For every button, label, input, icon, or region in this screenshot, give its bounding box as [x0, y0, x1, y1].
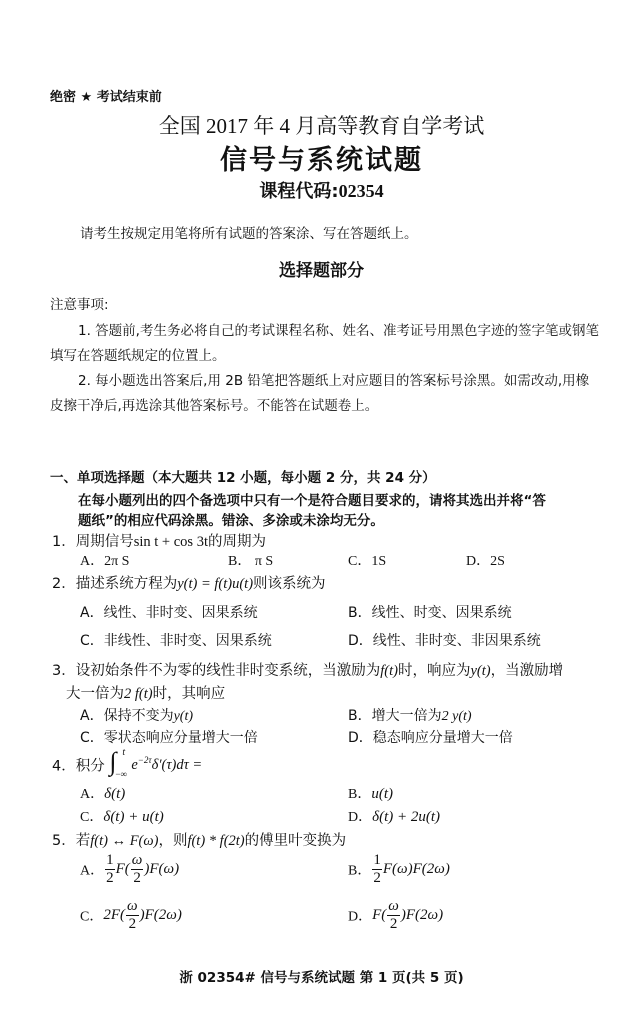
q5-option-d-label: D．: [348, 909, 373, 925]
note-item-1-line2: 填写在答题纸规定的位置上。: [50, 348, 226, 364]
course-code-label: 课程代码:: [259, 181, 339, 202]
q3-option-a: [80, 705, 193, 725]
subject-title: 信号与系统试题: [220, 145, 423, 176]
q5-option-c: [80, 899, 182, 932]
q5-option-a-frac-half: [105, 853, 115, 886]
q3-option-b: [348, 705, 472, 725]
question-2: [52, 572, 326, 593]
q1-prefix: 1．周期信号: [52, 534, 134, 550]
part1-desc-line2: 题纸”的相应代码涂黑。错涂、多涂或未涂均无分。: [78, 513, 384, 529]
notes-heading: 注意事项:: [50, 297, 109, 313]
q4-option-d: [348, 806, 440, 826]
course-code-value: 02354: [338, 181, 384, 201]
frac-denominator: 2: [106, 870, 114, 886]
q5-option-b: [348, 853, 450, 886]
q2-option-a: A．线性、非时变、因果系统: [80, 605, 258, 621]
q5-option-d-expr2: )F(2ω): [400, 907, 444, 923]
q4-option-c: [80, 806, 164, 826]
note-item-2-line1: 2. 每小题选出答案后,用 2B 铅笔把答题纸上对应题目的答案标号涂黑。如需改动,用橡: [78, 373, 590, 389]
q1-option-a: A．2π S: [80, 554, 130, 569]
q5-option-d-frac-omega: [387, 899, 400, 932]
frac-denominator: 2: [128, 916, 137, 932]
part1-desc-line1: 在每小题列出的四个备选项中只有一个是符合题目要求的，请将其选出并将“答: [78, 493, 546, 509]
q5-option-c-expr1: 2F(: [103, 907, 126, 923]
q2-option-d: D．线性、非时变、非因果系统: [348, 633, 541, 649]
q2-expr: y(t) = f(t)u(t): [177, 576, 254, 592]
q3-f-t: f(t): [380, 663, 398, 679]
q5-option-b-frac-half: [372, 853, 382, 886]
q5-expr2: f(t) * f(2t): [187, 833, 245, 849]
frac-denominator: 2: [133, 870, 141, 886]
q3-2f-t: 2 f(t): [124, 686, 153, 702]
q5-option-c-label: C．: [80, 909, 104, 925]
q3-text-d: 大一倍为: [66, 686, 124, 702]
q4-option-c-label: C．: [80, 810, 104, 825]
frac-numerator: ω: [131, 852, 143, 868]
q3-option-a-expr: y(t): [173, 709, 194, 724]
q4-option-d-expr: δ(t) + 2u(t): [372, 809, 441, 825]
page-footer: 浙 02354# 信号与系统试题 第 1 页(共 5 页): [179, 970, 464, 986]
q4-option-a-label: A．: [80, 787, 105, 802]
integral-symbol: ∫: [109, 747, 117, 776]
q4-option-d-label: D．: [348, 810, 373, 825]
question-1: [52, 530, 266, 551]
q3-option-c: C．零状态响应分量增大一倍: [80, 730, 258, 746]
frac-denominator: 2: [373, 870, 381, 886]
q5-option-d: [348, 899, 443, 932]
q3-option-a-text: A．保持不变为: [80, 708, 174, 724]
q4-prefix: 4．积分: [52, 758, 105, 775]
integral-upper-limit: t: [122, 747, 126, 758]
note-item-1-line1: 1. 答题前,考生务必将自己的考试课程名称、姓名、准考证号用黑色字迹的签字笔或钢笔: [78, 323, 599, 339]
q4-option-c-expr: δ(t) + u(t): [103, 809, 164, 825]
exam-title: 全国 2017 年 4 月高等教育自学考试: [158, 114, 485, 138]
q5-suffix: 的傅里叶变换为: [244, 833, 347, 849]
q4-option-b: [348, 783, 393, 803]
q4-option-a-expr: δ(t): [104, 786, 126, 802]
frac-denominator: 2: [389, 916, 398, 932]
q5-option-a-expr1: F(: [115, 861, 130, 877]
note-item-2-line2: 皮擦干净后,再选涂其他答案标号。不能答在试题卷上。: [50, 398, 379, 414]
q5-expr1: f(t) ↔ F(ω): [90, 833, 159, 849]
q4-option-a: [80, 783, 125, 803]
q3-text-e: 时，其响应: [152, 686, 226, 702]
q3-option-b-expr: 2 y(t): [441, 709, 472, 724]
q1-suffix: 的周期为: [207, 534, 266, 550]
confidential-label: 绝密 ★ 考试结束前: [50, 90, 162, 105]
frac-numerator: ω: [127, 898, 138, 914]
q1-option-c: C．1S: [348, 554, 387, 569]
q5-option-d-expr1: F(: [372, 907, 387, 923]
frac-numerator: 1: [106, 852, 114, 868]
instruction-text: 请考生按规定用笔将所有试题的答案涂、写在答题纸上。: [80, 226, 418, 242]
q2-option-c: C．非线性、非时变、因果系统: [80, 633, 272, 649]
q1-expr: sin t + cos 3t: [133, 534, 208, 550]
course-code: [0, 177, 643, 203]
q2-option-b: B．线性、时变、因果系统: [348, 605, 512, 621]
q4-option-b-expr: u(t): [371, 786, 394, 802]
q1-option-b: B． π S: [228, 554, 274, 569]
section-title: 选择题部分: [279, 261, 364, 281]
q4-expr: [131, 757, 202, 773]
q4-exp-base: e: [131, 757, 138, 774]
q5-option-a-frac-omega: [131, 853, 144, 886]
q5-option-a: [80, 853, 179, 886]
q2-suffix: 则该系统为: [253, 576, 326, 592]
q3-option-d: D．稳态响应分量增大一倍: [348, 730, 513, 746]
q5-option-c-frac-omega: [126, 899, 139, 932]
q5-option-b-expr: F(ω)F(2ω): [382, 861, 450, 877]
question-5: [52, 829, 346, 850]
q2-prefix: 2．描述系统方程为: [52, 576, 178, 592]
q5-option-a-label: A．: [80, 863, 105, 879]
question-3-line2: [66, 682, 225, 703]
q5-mid: ，则: [158, 833, 188, 849]
q4-option-b-label: B．: [348, 787, 372, 802]
q3-text-c: ，当激励增: [490, 663, 564, 679]
q3-y-t: y(t): [470, 663, 491, 679]
q5-option-c-expr2: )F(2ω): [139, 907, 182, 923]
q5-option-b-label: B．: [348, 863, 372, 879]
integral-lower-limit: −∞: [115, 769, 127, 779]
integral-sign: [109, 747, 131, 779]
frac-numerator: ω: [388, 898, 399, 914]
q3-option-b-text: B．增大一倍为: [348, 708, 442, 724]
q5-prefix: 5．若: [52, 833, 91, 849]
frac-numerator: 1: [373, 852, 381, 868]
q5-option-a-expr2: )F(ω): [144, 861, 180, 877]
question-3-line1: [52, 659, 563, 680]
q4-exponent: −2τ: [137, 755, 152, 766]
part1-heading: 一、单项选择题（本大题共 12 小题，每小题 2 分，共 24 分）: [50, 470, 436, 486]
q3-text-a: 3．设初始条件不为零的线性非时变系统，当激励为: [52, 663, 381, 679]
q3-text-b: 时，响应为: [397, 663, 471, 679]
q4-expr-rest: δ′(τ)dτ =: [151, 757, 203, 774]
q1-option-d: D．2S: [466, 554, 505, 569]
question-4: [52, 747, 203, 781]
